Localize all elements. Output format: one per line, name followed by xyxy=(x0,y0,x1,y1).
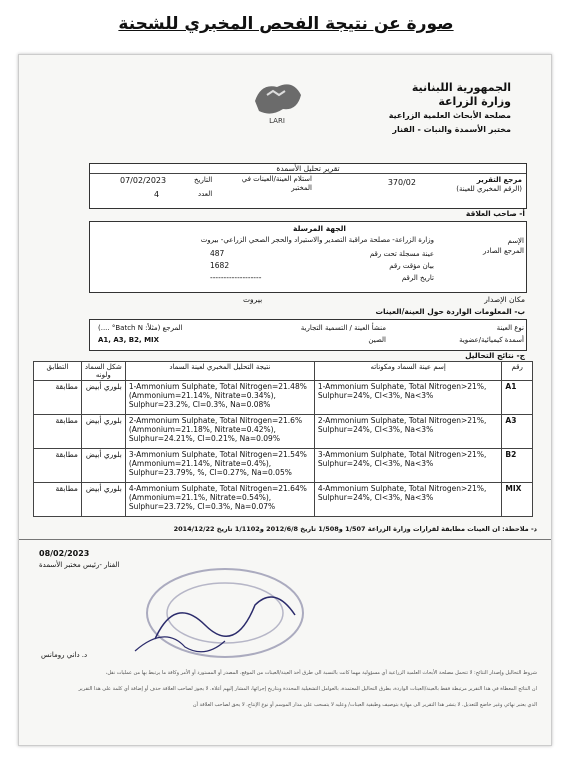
lari-logo-icon xyxy=(247,73,307,127)
page-title: صورة عن نتيجة الفحص المخبري للشحنة xyxy=(118,14,454,34)
result-cell: 4-Ammonium Sulphate, Total Nitrogen=21.64% (Ammonium=21.1%, Nitrate=0.54%), Sulphur=23.72%, Cl=0.3%, Na=0.07% xyxy=(125,483,314,517)
match-cell: مطابقة xyxy=(34,483,82,517)
footer-line-3: الذي يعتبر نهائي وغير خاضع للتعديل. لا يتشر هذا التقرير الى مهارة بتوصيف وطبقية العينات/ وعليه لا يتسحب على مدار الموسم أو نوع الإنتاج. لا يحق لصاحب العلاقة أن xyxy=(192,702,537,708)
ref-value: 370/02 xyxy=(387,178,416,187)
header-shape: شكل السماد ولونه xyxy=(81,362,125,381)
name-cell: 3-Ammonium Sulphate, Total Nitrogen>21%, Sulphur=24%, Cl<3%, Na<3% xyxy=(314,449,502,483)
num-cell: A3 xyxy=(502,415,533,449)
shape-cell: بلوري أبيض xyxy=(81,415,125,449)
header-num: رقم xyxy=(502,362,533,381)
header-name: إسم عينة السماد ومكوناته xyxy=(314,362,502,381)
table-row xyxy=(34,483,533,517)
num-cell: A1 xyxy=(502,381,533,415)
name-cell: 4-Ammonium Sulphate, Total Nitrogen>21%, Sulphur=24%, Cl<3%, Na<3% xyxy=(314,483,502,517)
name-cell: 2-Ammonium Sulphate, Total Nitrogen>21%, Sulphur=24%, Cl<3%, Na<3% xyxy=(314,415,502,449)
shape-cell: بلوري أبيض xyxy=(81,483,125,517)
batch-value: A1, A3, B2, MIX xyxy=(98,336,160,344)
reg-date-value: ------------------- xyxy=(210,273,262,282)
receipt-label: استلام العينة/العينات في المختبر xyxy=(241,175,312,192)
num-cell: B2 xyxy=(502,449,533,483)
name-label: الإسم xyxy=(507,237,524,245)
official-stamp-icon xyxy=(115,555,315,665)
place-label: مكان الإصدار xyxy=(484,295,525,304)
lab-report-document xyxy=(18,54,552,746)
issuer-label: المرجع الصادر xyxy=(482,247,524,255)
ref-label: مرجع التقرير xyxy=(476,176,522,184)
section-b-title: ب- المعلومات الواردة حول العينة/العينات xyxy=(375,307,525,316)
results-header-row xyxy=(34,362,533,381)
result-cell: 1-Ammonium Sulphate, Total Nitrogen=21.48% (Ammonium=21.14%, Nitrate=0.34%), Sulphur=23.2%, Cl=0.3%, Na=0.08% xyxy=(125,381,314,415)
ref-sub-label: (الرقم المخبري للعينة) xyxy=(456,185,522,193)
logo-text: LARI xyxy=(269,117,285,125)
temp-label: بيان مؤقت رقم xyxy=(389,262,434,270)
count-label: العدد xyxy=(198,190,213,198)
footer-line-2: ان النتائج المعطاة في هذا التقرير مرتبطة فقط بالعينة/العينات الواردة، بطرق التحاليل المعتمدة، بالعوامل التشغيلية المحددة وبتاريخ إجرائها، المشار إليهم أعلاه. لا يجوز لصاحب العلاقة حذف أو إضافة أي كلمة على هذا التقرير xyxy=(78,686,537,692)
name-cell: 1-Ammonium Sulphate, Total Nitrogen>21%, Sulphur=24%, Cl<3%, Na<3% xyxy=(314,381,502,415)
sample-info-box xyxy=(89,319,527,351)
reg-date-label: تاريخ الرقم xyxy=(401,274,434,282)
count-value: 4 xyxy=(154,190,160,199)
institute-text: مصلحة الأبحاث العلمية الزراعية xyxy=(388,111,511,120)
report-info-box xyxy=(89,163,527,209)
match-cell: مطابقة xyxy=(34,381,82,415)
date-value: 07/02/2023 xyxy=(120,176,167,185)
match-cell: مطابقة xyxy=(34,415,82,449)
type-label: نوع العينة xyxy=(496,324,524,332)
results-table xyxy=(33,361,533,517)
footer-line-1: شروط التحاليل وإصدار النتائج: لا تتحمل مصلحة الأبحاث العلمية الزراعية أي مسؤولية مهما كانت بالنسبة الى طرق أخذ العينة/العينات من الموقع، المصدر أو المستورد أو الأمر وكافة ما يرتبط بها من عمليات نقل، xyxy=(105,670,537,676)
lab-text: مختبر الأسمدة والنبات - الفنار xyxy=(392,125,511,134)
shape-cell: بلوري أبيض xyxy=(81,381,125,415)
shape-cell: بلوري أبيض xyxy=(81,449,125,483)
table-row xyxy=(34,381,533,415)
sender-box xyxy=(89,221,527,293)
signatory-name: د. داني رومانس xyxy=(41,651,88,659)
result-cell: 2-Ammonium Sulphate, Total Nitrogen=21.6% (Ammonium=21.18%, Nitrate=0.42%), Sulphur=24.21%, Cl=0.21%, Na=0.09% xyxy=(125,415,314,449)
sample-reg-value: 487 xyxy=(210,249,225,258)
table-row xyxy=(34,449,533,483)
type-value: أسمدة كيميائية/عضوية xyxy=(459,336,524,344)
origin-value: الصين xyxy=(368,336,386,344)
section-c-title: ج- نتائج التحاليل xyxy=(465,351,525,360)
header-result: نتيجة التحليل المخبري لعينة السماد xyxy=(125,362,314,381)
place-value: بيروت xyxy=(243,295,263,304)
sender-heading: الجهة المرسلة xyxy=(293,224,346,233)
republic-text: الجمهورية اللبنانية xyxy=(411,81,511,94)
header-match: التطابق xyxy=(34,362,82,381)
date-label: التاريخ xyxy=(194,176,213,184)
sample-reg-label: عينة مسجلة تحت رقم xyxy=(369,250,434,258)
letterhead xyxy=(389,81,511,137)
result-cell: 3-Ammonium Sulphate, Total Nitrogen=21.54% (Ammonium=21.14%, Nitrate=0.4%), Sulphur=23.79%, %, Cl=0.27%, Na=0.05% xyxy=(125,449,314,483)
batch-label: المرجع (مثلاً: Batch N° ....) xyxy=(98,324,183,332)
table-row xyxy=(34,415,533,449)
note-text: د- ملاحظة: ان العينات مطابقة لقرارات وزارة الزراعة 1/507 و1/508 تاريخ 2012/6/8 و1/1102 تاريخ 2014/12/22 xyxy=(173,525,537,533)
num-cell: MIX xyxy=(502,483,533,517)
match-cell: مطابقة xyxy=(34,449,82,483)
name-value: وزارة الزراعة- مصلحة مراقبة التصدير والاستيراد والحجر الصحي الزراعي- بيروت xyxy=(200,236,434,244)
ministry-text: وزارة الزراعة xyxy=(438,95,511,108)
origin-label: منشأ العينة / التسمية التجارية xyxy=(300,324,386,332)
section-a-title: أ- صاحب العلاقة xyxy=(465,209,525,218)
temp-value: 1682 xyxy=(210,261,230,270)
signature-date: 08/02/2023 xyxy=(39,549,90,558)
report-heading: تقرير تحليل الأسمدة xyxy=(90,164,526,174)
signature-role: الفنار -رئيس مختبر الأسمدة xyxy=(39,561,120,569)
